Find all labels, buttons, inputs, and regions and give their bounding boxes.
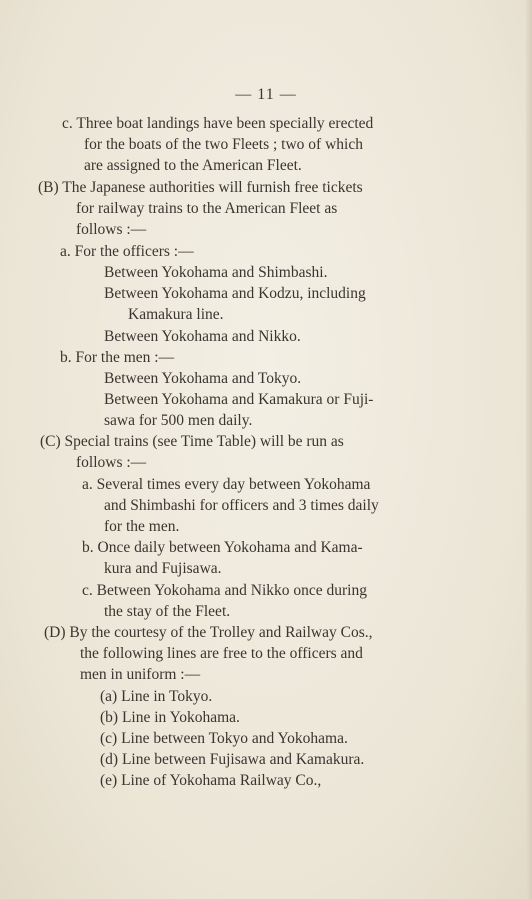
text-line: follows :— xyxy=(76,221,147,238)
text-line: b. Once daily between Yokohama and Kama- xyxy=(82,539,363,556)
text-line: sawa for 500 men daily. xyxy=(104,412,253,429)
text-line: kura and Fujisawa. xyxy=(104,560,222,577)
page-edge xyxy=(526,0,532,899)
text-line: Between Yokohama and Tokyo. xyxy=(104,370,302,387)
text-line: (d) Line between Fujisawa and Kamakura. xyxy=(100,751,365,768)
text-line: (e) Line of Yokohama Railway Co., xyxy=(100,772,322,789)
text-line: c. Between Yokohama and Nikko once during xyxy=(82,582,367,599)
text-line: c. Three boat landings have been specially erected xyxy=(62,115,374,132)
text-line: are assigned to the American Fleet. xyxy=(84,157,302,174)
text-line: (b) Line in Yokohama. xyxy=(100,709,240,726)
text-line: Between Yokohama and Kamakura or Fuji- xyxy=(104,391,374,408)
text-line: Between Yokohama and Nikko. xyxy=(104,328,301,345)
text-line: a. For the officers :— xyxy=(60,243,194,260)
text-line: for the boats of the two Fleets ; two of which xyxy=(84,136,363,153)
text-line: b. For the men :— xyxy=(60,349,175,366)
text-line: for the men. xyxy=(104,518,180,535)
text-line: (C) Special trains (see Time Table) will be run as xyxy=(40,433,344,450)
text-line: follows :— xyxy=(76,454,147,471)
text-line: (a) Line in Tokyo. xyxy=(100,688,213,705)
text-line: and Shimbashi for officers and 3 times daily xyxy=(104,497,379,514)
text-line: (c) Line between Tokyo and Yokohama. xyxy=(100,730,348,747)
text-line: (B) The Japanese authorities will furnish free tickets xyxy=(38,179,363,196)
text-line: for railway trains to the American Fleet as xyxy=(76,200,338,217)
text-line: a. Several times every day between Yokohama xyxy=(82,476,371,493)
text-line: the stay of the Fleet. xyxy=(104,603,231,620)
page-number: — 11 — xyxy=(235,86,297,103)
text-line: Kamakura line. xyxy=(128,306,224,323)
text-line: men in uniform :— xyxy=(80,666,201,683)
text-line: Between Yokohama and Shimbashi. xyxy=(104,264,328,281)
text-line: (D) By the courtesy of the Trolley and Railway Cos., xyxy=(44,624,373,641)
text-line: Between Yokohama and Kodzu, including xyxy=(104,285,366,302)
text-line: the following lines are free to the officers and xyxy=(80,645,363,662)
